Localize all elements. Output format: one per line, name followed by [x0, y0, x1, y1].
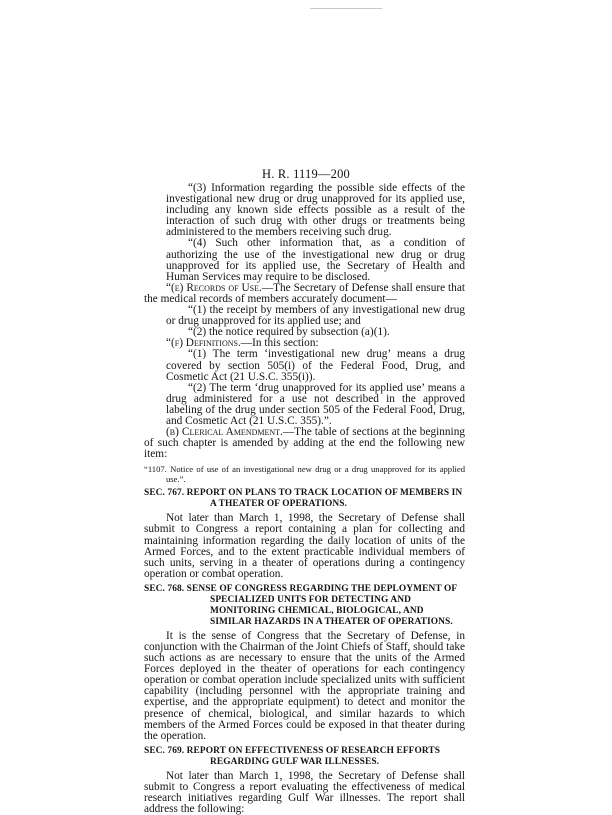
paragraph-d3: “(3) Information regarding the possible side effects of the investigational new drug or drug unapproved for its applied use, including any known side effects possible as a result of the interaction of such drug with other drugs or treatments being administered to the members receiving such drug.	[166, 182, 465, 239]
subsection-f-text: —In this section:	[240, 337, 319, 350]
section-767-text: Not later than March 1, 1998, the Secretary of Defense shall submit to Congress a report containing a plan for collecting and maintaining information regarding the daily location of units of the Armed Forces, and to the extent practicable individual members of such units, serving in a theater of operations during a contingency operation or combat operation.	[144, 512, 465, 580]
section-769-title: SEC. 769. REPORT ON EFFECTIVENESS OF RESEARCH EFFORTS REGARDING GULF WAR ILLNESSES.	[144, 745, 441, 767]
paragraph-d4: “(4) Such other information that, as a condition of authorizing the use of the investigational new drug or drug unapproved for its applied use, the Secretary of Health and Human Services may require to be disclosed.	[166, 237, 465, 283]
subsection-f-heading: “(f) Definitions.	[166, 337, 241, 350]
subsection-b	[144, 427, 465, 460]
subsection-e	[144, 283, 465, 305]
bill-text	[144, 183, 465, 815]
paragraph-f2: “(2) The term ‘drug unapproved for its applied use’ means a drug administered for a use not described in the approved labeling of the drug under section 505 of the Federal Food, Drug, and Cosmetic Act (21 U.S.C. 355).”.	[166, 381, 465, 427]
table-item-1107: “1107. Notice of use of an investigational new drug or a drug unapproved for its applied use.”.	[144, 464, 465, 485]
section-768-text: It is the sense of Congress that the Secretary of Defense, in conjunction with the Chairman of the Joint Chiefs of Staff, should take such actions as are necessary to ensure that the units of the Armed Forces deployed in the theater of operations for each contingency operation or combat operation include specialized units with sufficient capability (including personnel with the appropriate training and expertise, and the appropriate equipment) to detect and monitor the presence of chemical, biological, and similar hazards to which members of the Armed Forces could be exposed in that theater during the operation.	[144, 629, 465, 742]
section-769-text: Not later than March 1, 1998, the Secretary of Defense shall submit to Congress a report evaluating the effectiveness of medical research initiatives regarding Gulf War illnesses. The report shall address the following:	[144, 769, 465, 815]
paragraph-f1: “(1) The term ‘investigational new drug’ means a drug covered by section 505(i) of the Federal Food, Drug, and Cosmetic Act (21 U.S.C. 355(i)).	[166, 348, 465, 383]
subsection-b-heading: (b) Clerical Amendment.	[166, 426, 283, 439]
subsection-b-text: —The table of sections at the beginning of such chapter is amended by adding at the end the following new item:	[144, 426, 465, 461]
subsection-e-text: —The Secretary of Defense shall ensure that the medical records of members accurately document—	[144, 281, 465, 305]
paragraph-e2: “(2) the notice required by subsection (a)(1).	[188, 326, 390, 339]
section-768-title: SEC. 768. SENSE OF CONGRESS REGARDING THE DEPLOYMENT OF SPECIALIZED UNITS FOR DETECTING AND MONITORING CHEMICAL, BIOLOGICAL, AND SIMILAR HAZARDS IN A THEATER OF OPERATIONS.	[144, 583, 457, 627]
page-header: H. R. 1119—200	[262, 167, 350, 181]
section-767-title: SEC. 767. REPORT ON PLANS TO TRACK LOCATION OF MEMBERS IN A THEATER OF OPERATIONS.	[144, 488, 463, 510]
scan-edge-line	[310, 8, 382, 9]
subsection-e-heading: “(e) Records of Use.	[166, 281, 262, 294]
paragraph-e1: “(1) the receipt by members of any investigational new drug or drug unapproved for its applied use; and	[166, 304, 465, 328]
